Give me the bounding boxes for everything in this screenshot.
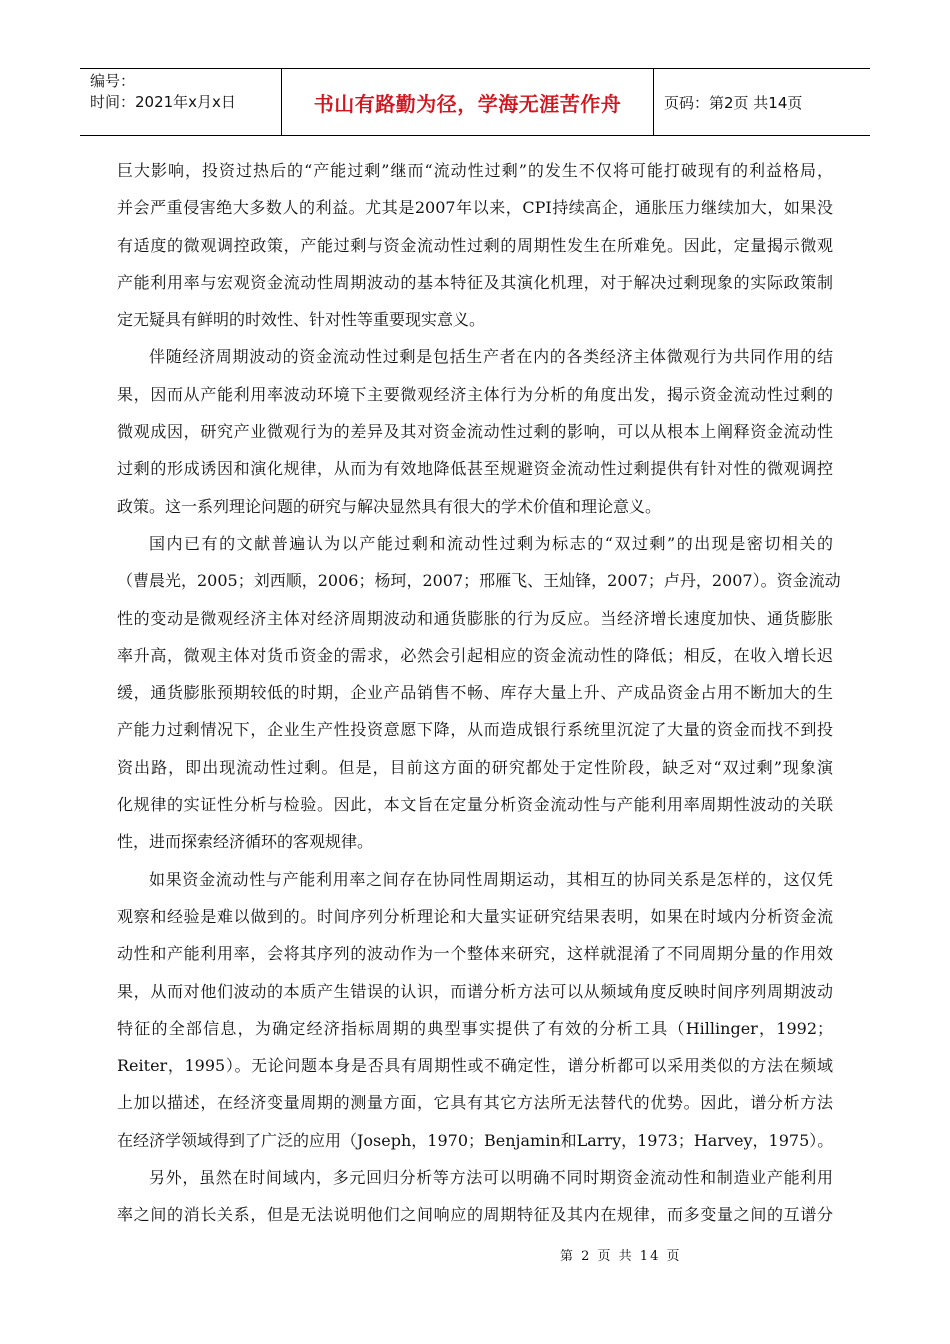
- text-line: 定无疑具有鲜明的时效性、针对性等重要现实意义。: [117, 310, 486, 330]
- document-date-label: 时间：2021年x月x日: [90, 93, 236, 111]
- text-line: 并会严重侵害绝大多数人的利益。尤其是2007年以来，CPI持续高企，通胀压力继续加大，如果没: [117, 198, 833, 218]
- text-line: 特征的全部信息，为确定经济指标周期的典型事实提供了有效的分析工具（Hillinger，1992；: [117, 1018, 833, 1038]
- text-line: 有适度的微观调控政策，产能过剩与资金流动性过剩的周期性发生在所难免。因此，定量揭示微观: [117, 235, 833, 255]
- text-line: 产能力过剩情况下，企业生产性投资意愿下降，从而造成银行系统里沉淀了大量的资金而找不到投: [117, 720, 833, 740]
- document-number-label: 编号：: [90, 72, 136, 90]
- text-line: 缓，通货膨胀预期较低的时期，企业产品销售不畅、库存大量上升、产成品资金占用不断加大的生: [117, 683, 833, 703]
- text-line: 率之间的消长关系，但是无法说明他们之间响应的周期特征及其内在规律，而多变量之间的互谱分: [117, 1205, 833, 1225]
- text-line: 国内已有的文献普遍认为以产能过剩和流动性过剩为标志的“双过剩”的出现是密切相关的: [149, 533, 833, 553]
- text-line: 政策。这一系列理论问题的研究与解决显然具有很大的学术价值和理论意义。: [117, 496, 662, 516]
- paragraph: [117, 861, 833, 1159]
- text-line: 产能利用率与宏观资金流动性周期波动的基本特征及其演化机理，对于解决过剩现象的实际政策制: [117, 272, 833, 292]
- paragraph: [117, 525, 841, 861]
- paragraph: [117, 152, 833, 338]
- text-line: 率升高，微观主体对货币资金的需求，必然会引起相应的资金流动性的降低；相反，在收入增长迟: [117, 645, 833, 665]
- text-line: 果，从而对他们波动的本质产生错误的认识，而谱分析方法可以从频域角度反映时间序列周期波动: [117, 981, 833, 1001]
- text-line: 另外，虽然在时间域内，多元回归分析等方法可以明确不同时期资金流动性和制造业产能利用: [149, 1168, 833, 1188]
- text-line: 伴随经济周期波动的资金流动性过剩是包括生产者在内的各类经济主体微观行为共同作用的结: [149, 347, 833, 367]
- page-footer: 第 2 页 共 14 页: [560, 1249, 682, 1264]
- text-line: 过剩的形成诱因和演化规律，从而为有效地降低甚至规避资金流动性过剩提供有针对性的微观调控: [117, 459, 833, 479]
- text-line: 资出路，即出现流动性过剩。但是，目前这方面的研究都处于定性阶段，缺乏对“双过剩”现象演: [117, 757, 833, 777]
- paragraph: [117, 338, 833, 524]
- header-motto: 书山有路勤为径，学海无涯苦作舟: [282, 69, 654, 135]
- text-line: 果，因而从产能利用率波动环境下主要微观经济主体行为分析的角度出发，揭示资金流动性过剩的: [117, 384, 833, 404]
- header-page-indicator: 页码：第2页 共14页: [664, 93, 803, 112]
- document-body: [117, 152, 841, 1234]
- text-line: 上加以描述，在经济变量周期的测量方面，它具有其它方法所无法替代的优势。因此，谱分析方法: [117, 1093, 833, 1113]
- header-meta-cell: [80, 69, 282, 135]
- text-line: 化规律的实证性分析与检验。因此，本文旨在定量分析资金流动性与产能利用率周期性波动的关联: [117, 795, 833, 815]
- text-line: 如果资金流动性与产能利用率之间存在协同性周期运动，其相互的协同关系是怎样的，这仅凭: [149, 869, 833, 889]
- text-line: Reiter，1995）。无论问题本身是否具有周期性或不确定性，谱分析都可以采用类似的方法在频域: [117, 1056, 833, 1076]
- text-line: 性，进而探索经济循环的客观规律。: [117, 832, 374, 852]
- text-line: 微观成因，研究产业微观行为的差异及其对资金流动性过剩的影响，可以从根本上阐释资金流动性: [117, 422, 833, 442]
- text-line: 动性和产能利用率，会将其序列的波动作为一个整体来研究，这样就混淆了不同周期分量的作用效: [117, 944, 833, 964]
- text-line: 在经济学领域得到了广泛的应用（Joseph，1970；Benjamin和Larry，1973；Harvey，1975）。: [117, 1130, 834, 1150]
- text-line: 性的变动是微观经济主体对经济周期波动和通货膨胀的行为反应。当经济增长速度加快、通货膨胀: [117, 608, 833, 628]
- text-line: （曹晨光，2005；刘西顺，2006；杨珂，2007；邢雁飞、王灿锋，2007；卢丹，2007）。资金流动: [117, 571, 841, 591]
- text-line: 观察和经验是难以做到的。时间序列分析理论和大量实证研究结果表明，如果在时域内分析资金流: [117, 906, 833, 926]
- paragraph: [117, 1159, 833, 1234]
- text-line: 巨大影响，投资过热后的“产能过剩”继而“流动性过剩”的发生不仅将可能打破现有的利益格局，: [117, 161, 833, 180]
- page-header: [80, 68, 870, 136]
